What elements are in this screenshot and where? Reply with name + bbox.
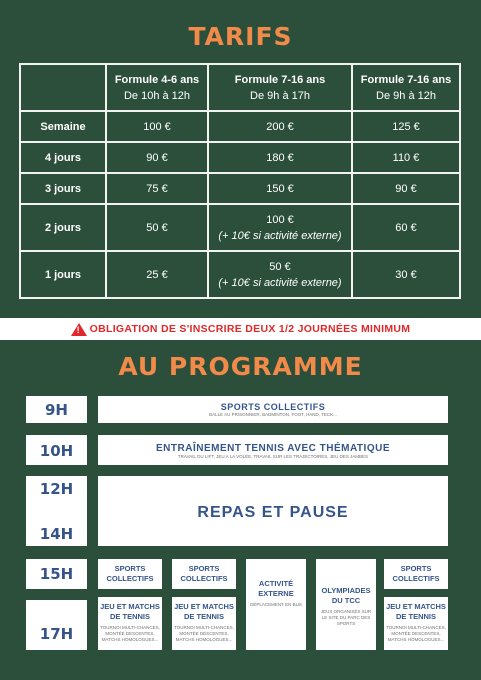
card-olympiades [316, 559, 376, 650]
card-activite-externe [246, 559, 306, 650]
card-title: ACTIVITÉ EXTERNE [258, 579, 294, 598]
time-label: 17H [39, 625, 74, 643]
table-row [20, 251, 460, 298]
header-hours: De 10h à 12h [123, 89, 191, 102]
price: 180 € [266, 151, 294, 164]
card-sports-collectifs-1 [98, 559, 162, 589]
time-label: 15H [39, 565, 74, 583]
card-tennis-1 [98, 597, 162, 650]
empty-header-cell [20, 64, 106, 111]
price-cell: 125 € [352, 111, 460, 142]
price-cell: 60 € [352, 204, 460, 251]
header-cell [106, 64, 208, 111]
activity-sports-collectifs [98, 396, 448, 423]
activity-entrainement-tennis [98, 435, 448, 465]
time-box-10h [26, 435, 87, 465]
card-title: SPORTS COLLECTIFS [106, 564, 154, 583]
card-subtitle: TOURNOI MULTI-CHANCES, MONTÉE DESCENTES, MATCHS HOMOLOGUES... [174, 625, 234, 642]
row-label: 1 jours [20, 251, 106, 298]
price: 50 € [269, 260, 291, 273]
activity-subtitle: BALLE AU PRISONNIER, BADMINTON, FOOT, HAND, TECK... [209, 412, 337, 417]
tarifs-table [19, 63, 461, 299]
programme-title: AU PROGRAMME [118, 352, 363, 381]
price-cell [208, 111, 352, 142]
table-header-row [20, 64, 460, 111]
row-label: 2 jours [20, 204, 106, 251]
time-box-17h [26, 600, 87, 650]
price-cell: 50 € [106, 204, 208, 251]
header-cell [352, 64, 460, 111]
price-cell: 25 € [106, 251, 208, 298]
row-label: 4 jours [20, 142, 106, 173]
header-formula: Formule 7-16 ans [360, 73, 452, 86]
activity-repas-pause [98, 476, 448, 546]
card-subtitle: DÉPLACEMENT EN BUS [250, 602, 302, 607]
time-box-12h-14h [26, 476, 87, 546]
card-title: SPORTS COLLECTIFS [392, 564, 440, 583]
card-title: JEU ET MATCHS DE TENNIS [100, 602, 160, 621]
card-title: JEU ET MATCHS DE TENNIS [386, 602, 446, 621]
price-cell: 90 € [352, 173, 460, 204]
price-cell: 30 € [352, 251, 460, 298]
activity-title: REPAS ET PAUSE [197, 504, 349, 521]
card-sports-collectifs-2 [172, 559, 236, 589]
price: 200 € [266, 120, 294, 133]
table-row [20, 173, 460, 204]
row-label: 3 jours [20, 173, 106, 204]
price-cell [208, 173, 352, 204]
header-formula: Formule 4-6 ans [114, 73, 200, 86]
card-title: OLYMPIADES DU TCC [321, 586, 371, 605]
card-subtitle: JEUX ORGANISÉS SUR LE SITE DU PARC DES SPORTS [320, 609, 372, 626]
card-tennis-3 [384, 597, 448, 650]
minimum-enrolment-banner [0, 318, 481, 340]
card-sports-collectifs-3 [384, 559, 448, 589]
time-label: 9H [45, 401, 68, 419]
card-title: JEU ET MATCHS DE TENNIS [174, 602, 234, 621]
price-cell: 90 € [106, 142, 208, 173]
price-note: (+ 10€ si activité externe) [218, 229, 342, 242]
price-note: (+ 10€ si activité externe) [218, 276, 342, 289]
banner-text: OBLIGATION DE S'INSCRIRE DEUX 1/2 JOURNÉES MINIMUM [89, 323, 411, 335]
activity-title: SPORTS COLLECTIFS [220, 402, 326, 412]
price-cell: 100 € [106, 111, 208, 142]
card-tennis-2 [172, 597, 236, 650]
activity-subtitle: TRAVAIL DU LIFT, JEU A LA VOLÉE, TRAVAIL SUR LES TRAJECTOIRES, JEU DES JAMBES [177, 454, 369, 459]
table-row [20, 111, 460, 142]
time-label: 14H [39, 525, 74, 543]
price: 100 € [266, 213, 294, 226]
time-box-15h [26, 559, 87, 589]
table-row [20, 204, 460, 251]
header-hours: De 9h à 17h [250, 89, 310, 102]
card-subtitle: TOURNOI MULTI-CHANCES, MONTÉE DESCENTES, MATCHS HOMOLOGUES... [100, 625, 160, 642]
time-label: 10H [39, 442, 74, 460]
price-cell [208, 204, 352, 251]
table-row [20, 142, 460, 173]
price: 150 € [266, 182, 294, 195]
row-label: Semaine [20, 111, 106, 142]
warning-icon: ! [71, 323, 87, 336]
price-cell: 75 € [106, 173, 208, 204]
price-cell [208, 142, 352, 173]
tarifs-title: TARIFS [188, 22, 293, 51]
header-formula: Formule 7-16 ans [234, 73, 326, 86]
activity-title: ENTRAÎNEMENT TENNIS AVEC THÉMATIQUE [156, 443, 390, 454]
header-cell [208, 64, 352, 111]
time-label: 12H [39, 480, 74, 498]
card-title: SPORTS COLLECTIFS [180, 564, 228, 583]
price-cell [208, 251, 352, 298]
price-cell: 110 € [352, 142, 460, 173]
time-box-9h [26, 396, 87, 423]
header-hours: De 9h à 12h [376, 89, 436, 102]
card-subtitle: TOURNOI MULTI-CHANCES, MONTÉE DESCENTES, MATCHS HOMOLOGUES... [386, 625, 446, 642]
